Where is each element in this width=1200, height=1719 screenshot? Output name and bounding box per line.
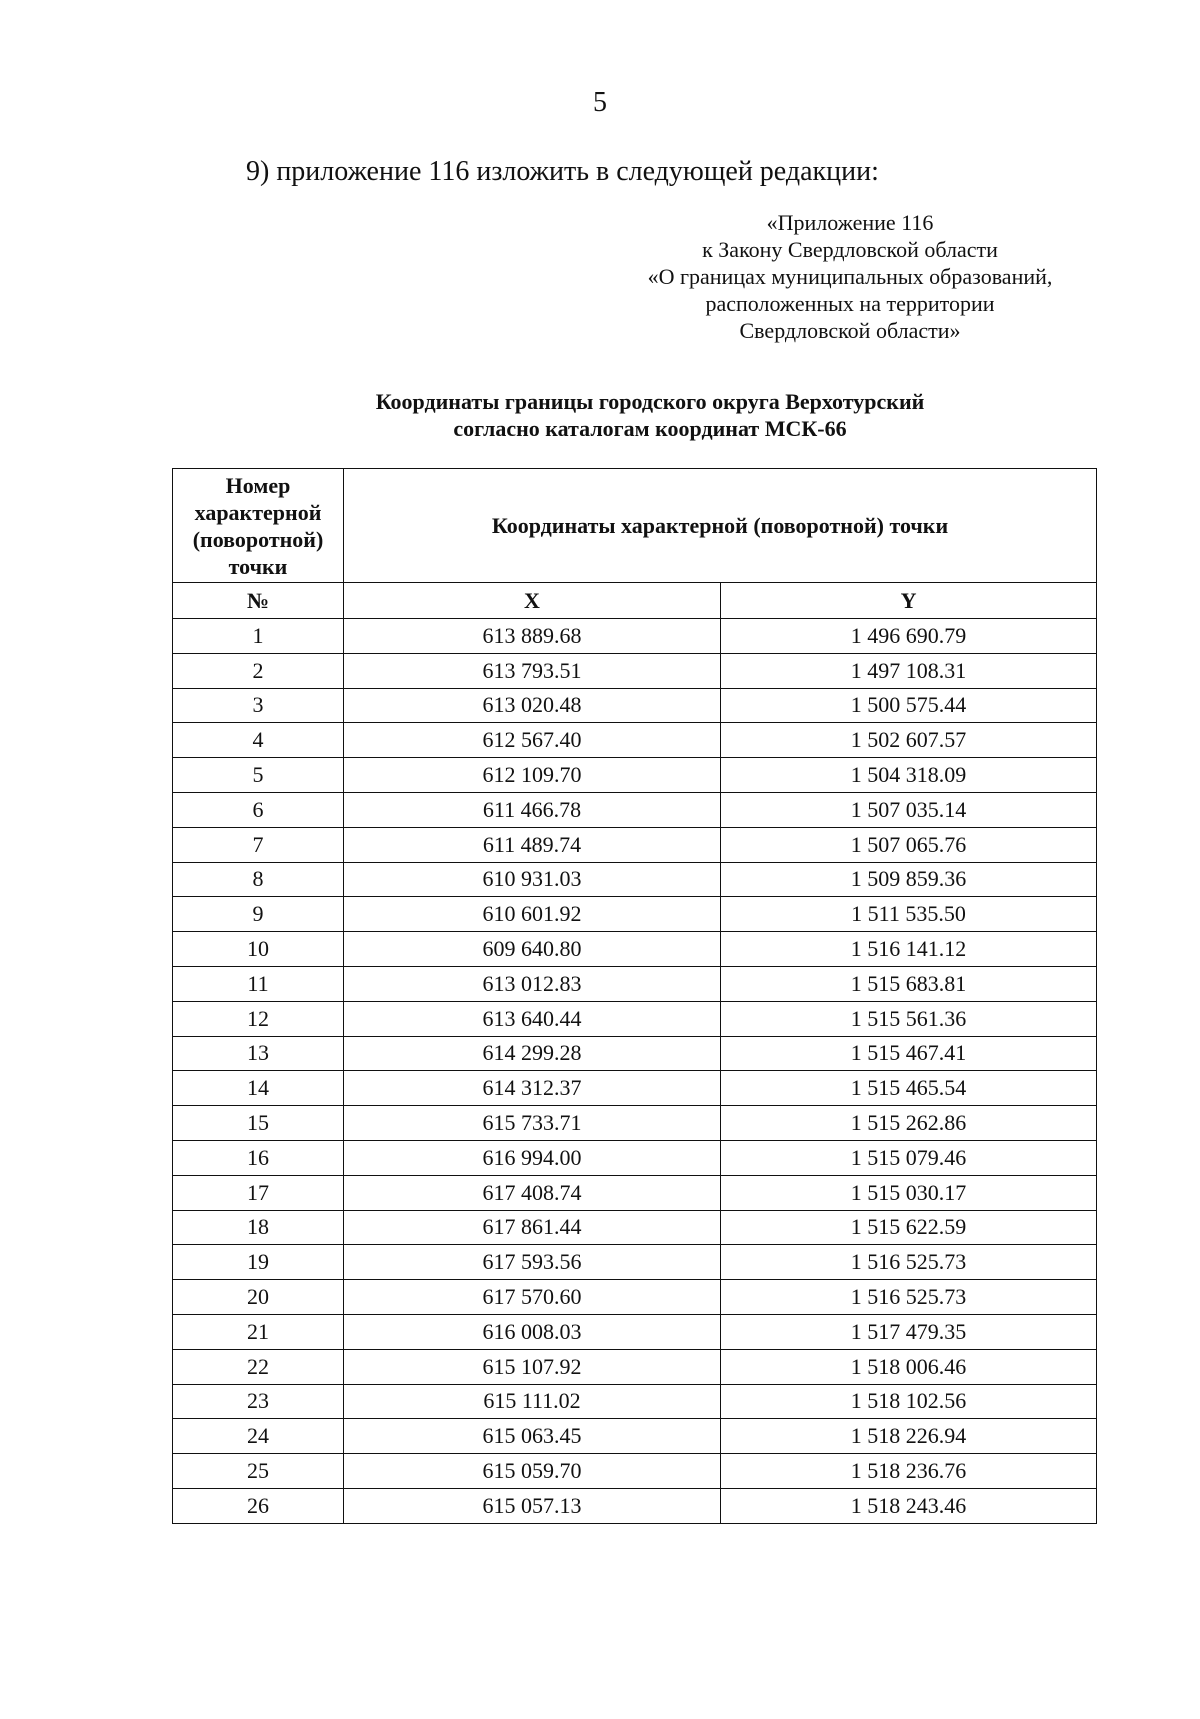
x-coordinate-cell: 615 059.70 (344, 1454, 721, 1489)
table-row (173, 723, 1097, 758)
table-row (173, 792, 1097, 827)
table-row (173, 1419, 1097, 1454)
y-coordinate-cell: 1 515 030.17 (721, 1175, 1097, 1210)
x-coordinate-cell: 615 057.13 (344, 1488, 721, 1523)
x-header: X (344, 583, 721, 619)
table-title-line: Координаты границы городского округа Верхотурский (375, 389, 925, 414)
y-coordinate-cell: 1 517 479.35 (721, 1314, 1097, 1349)
point-number-cell: 11 (173, 966, 344, 1001)
table-row (173, 897, 1097, 932)
x-coordinate-cell: 613 889.68 (344, 619, 721, 654)
table-row (173, 862, 1097, 897)
point-number-cell: 13 (173, 1036, 344, 1071)
number-sign-header: № (173, 583, 344, 619)
x-coordinate-cell: 615 063.45 (344, 1419, 721, 1454)
point-number-cell: 5 (173, 758, 344, 793)
y-coordinate-cell: 1 515 079.46 (721, 1140, 1097, 1175)
point-number-header (173, 469, 344, 583)
point-number-cell: 24 (173, 1419, 344, 1454)
header-line: точки (228, 553, 288, 579)
y-header: Y (721, 583, 1097, 619)
appendix-heading (600, 209, 1100, 344)
y-coordinate-cell: 1 507 065.76 (721, 827, 1097, 862)
table-row (173, 1349, 1097, 1384)
table-row (173, 1106, 1097, 1141)
table-subheader-row (173, 583, 1097, 619)
y-coordinate-cell: 1 504 318.09 (721, 758, 1097, 793)
point-number-cell: 25 (173, 1454, 344, 1489)
point-number-cell: 6 (173, 792, 344, 827)
y-coordinate-cell: 1 518 102.56 (721, 1384, 1097, 1419)
y-coordinate-cell: 1 509 859.36 (721, 862, 1097, 897)
header-line: (поворотной) (192, 526, 324, 552)
table-row (173, 827, 1097, 862)
x-coordinate-cell: 616 008.03 (344, 1314, 721, 1349)
point-number-cell: 7 (173, 827, 344, 862)
table-row (173, 619, 1097, 654)
table-body (173, 619, 1097, 1524)
table-row (173, 1454, 1097, 1489)
x-coordinate-cell: 613 793.51 (344, 653, 721, 688)
appendix-line: «Приложение 116 (766, 210, 934, 235)
point-number-cell: 8 (173, 862, 344, 897)
point-number-cell: 10 (173, 932, 344, 967)
table-row (173, 966, 1097, 1001)
table-row (173, 1245, 1097, 1280)
y-coordinate-cell: 1 500 575.44 (721, 688, 1097, 723)
table-row (173, 688, 1097, 723)
x-coordinate-cell: 616 994.00 (344, 1140, 721, 1175)
y-coordinate-cell: 1 515 262.86 (721, 1106, 1097, 1141)
point-number-cell: 9 (173, 897, 344, 932)
x-coordinate-cell: 613 020.48 (344, 688, 721, 723)
point-number-cell: 4 (173, 723, 344, 758)
table-row (173, 1140, 1097, 1175)
x-coordinate-cell: 615 733.71 (344, 1106, 721, 1141)
table-header-row (173, 469, 1097, 583)
y-coordinate-cell: 1 507 035.14 (721, 792, 1097, 827)
point-number-cell: 14 (173, 1071, 344, 1106)
y-coordinate-cell: 1 502 607.57 (721, 723, 1097, 758)
point-number-cell: 1 (173, 619, 344, 654)
x-coordinate-cell: 611 489.74 (344, 827, 721, 862)
y-coordinate-cell: 1 516 141.12 (721, 932, 1097, 967)
appendix-line: расположенных на территории (705, 291, 995, 316)
table-row (173, 1280, 1097, 1315)
x-coordinate-cell: 615 111.02 (344, 1384, 721, 1419)
y-coordinate-cell: 1 511 535.50 (721, 897, 1097, 932)
x-coordinate-cell: 610 601.92 (344, 897, 721, 932)
point-number-cell: 16 (173, 1140, 344, 1175)
point-number-cell: 12 (173, 1001, 344, 1036)
header-line: Номер (225, 472, 291, 498)
point-number-cell: 22 (173, 1349, 344, 1384)
point-number-cell: 15 (173, 1106, 344, 1141)
y-coordinate-cell: 1 516 525.73 (721, 1280, 1097, 1315)
y-coordinate-cell: 1 518 006.46 (721, 1349, 1097, 1384)
amendment-instruction: 9) приложение 116 изложить в следующей редакции: (246, 156, 879, 187)
x-coordinate-cell: 617 408.74 (344, 1175, 721, 1210)
x-coordinate-cell: 612 109.70 (344, 758, 721, 793)
x-coordinate-cell: 614 312.37 (344, 1071, 721, 1106)
x-coordinate-cell: 611 466.78 (344, 792, 721, 827)
y-coordinate-cell: 1 518 226.94 (721, 1419, 1097, 1454)
y-coordinate-cell: 1 496 690.79 (721, 619, 1097, 654)
x-coordinate-cell: 617 593.56 (344, 1245, 721, 1280)
table-row (173, 1488, 1097, 1523)
x-coordinate-cell: 617 570.60 (344, 1280, 721, 1315)
y-coordinate-cell: 1 497 108.31 (721, 653, 1097, 688)
y-coordinate-cell: 1 518 243.46 (721, 1488, 1097, 1523)
table-row (173, 1210, 1097, 1245)
x-coordinate-cell: 615 107.92 (344, 1349, 721, 1384)
x-coordinate-cell: 612 567.40 (344, 723, 721, 758)
y-coordinate-cell: 1 515 465.54 (721, 1071, 1097, 1106)
table-row (173, 1036, 1097, 1071)
x-coordinate-cell: 613 640.44 (344, 1001, 721, 1036)
table-title (0, 388, 1200, 442)
y-coordinate-cell: 1 515 467.41 (721, 1036, 1097, 1071)
appendix-line: «О границах муниципальных образований, (647, 264, 1053, 289)
y-coordinate-cell: 1 516 525.73 (721, 1245, 1097, 1280)
table-row (173, 1071, 1097, 1106)
table-row (173, 653, 1097, 688)
point-number-cell: 2 (173, 653, 344, 688)
x-coordinate-cell: 609 640.80 (344, 932, 721, 967)
table-row (173, 1384, 1097, 1419)
appendix-line: к Закону Свердловской области (702, 237, 998, 262)
x-coordinate-cell: 614 299.28 (344, 1036, 721, 1071)
page-number: 5 (593, 87, 607, 118)
point-number-cell: 23 (173, 1384, 344, 1419)
point-number-cell: 20 (173, 1280, 344, 1315)
header-line: характерной (194, 499, 322, 525)
y-coordinate-cell: 1 515 622.59 (721, 1210, 1097, 1245)
y-coordinate-cell: 1 515 683.81 (721, 966, 1097, 1001)
y-coordinate-cell: 1 515 561.36 (721, 1001, 1097, 1036)
table-title-line: согласно каталогам координат МСК-66 (453, 416, 847, 441)
point-number-cell: 3 (173, 688, 344, 723)
point-number-cell: 21 (173, 1314, 344, 1349)
point-number-cell: 17 (173, 1175, 344, 1210)
x-coordinate-cell: 610 931.03 (344, 862, 721, 897)
y-coordinate-cell: 1 518 236.76 (721, 1454, 1097, 1489)
table-row (173, 932, 1097, 967)
x-coordinate-cell: 617 861.44 (344, 1210, 721, 1245)
point-number-cell: 19 (173, 1245, 344, 1280)
coordinates-header: Координаты характерной (поворотной) точки (344, 469, 1097, 583)
point-number-cell: 26 (173, 1488, 344, 1523)
point-number-cell: 18 (173, 1210, 344, 1245)
table-row (173, 1001, 1097, 1036)
coordinates-table (172, 468, 1097, 1524)
appendix-line: Свердловской области» (739, 318, 961, 343)
table-row (173, 758, 1097, 793)
x-coordinate-cell: 613 012.83 (344, 966, 721, 1001)
table-row (173, 1175, 1097, 1210)
table-row (173, 1314, 1097, 1349)
